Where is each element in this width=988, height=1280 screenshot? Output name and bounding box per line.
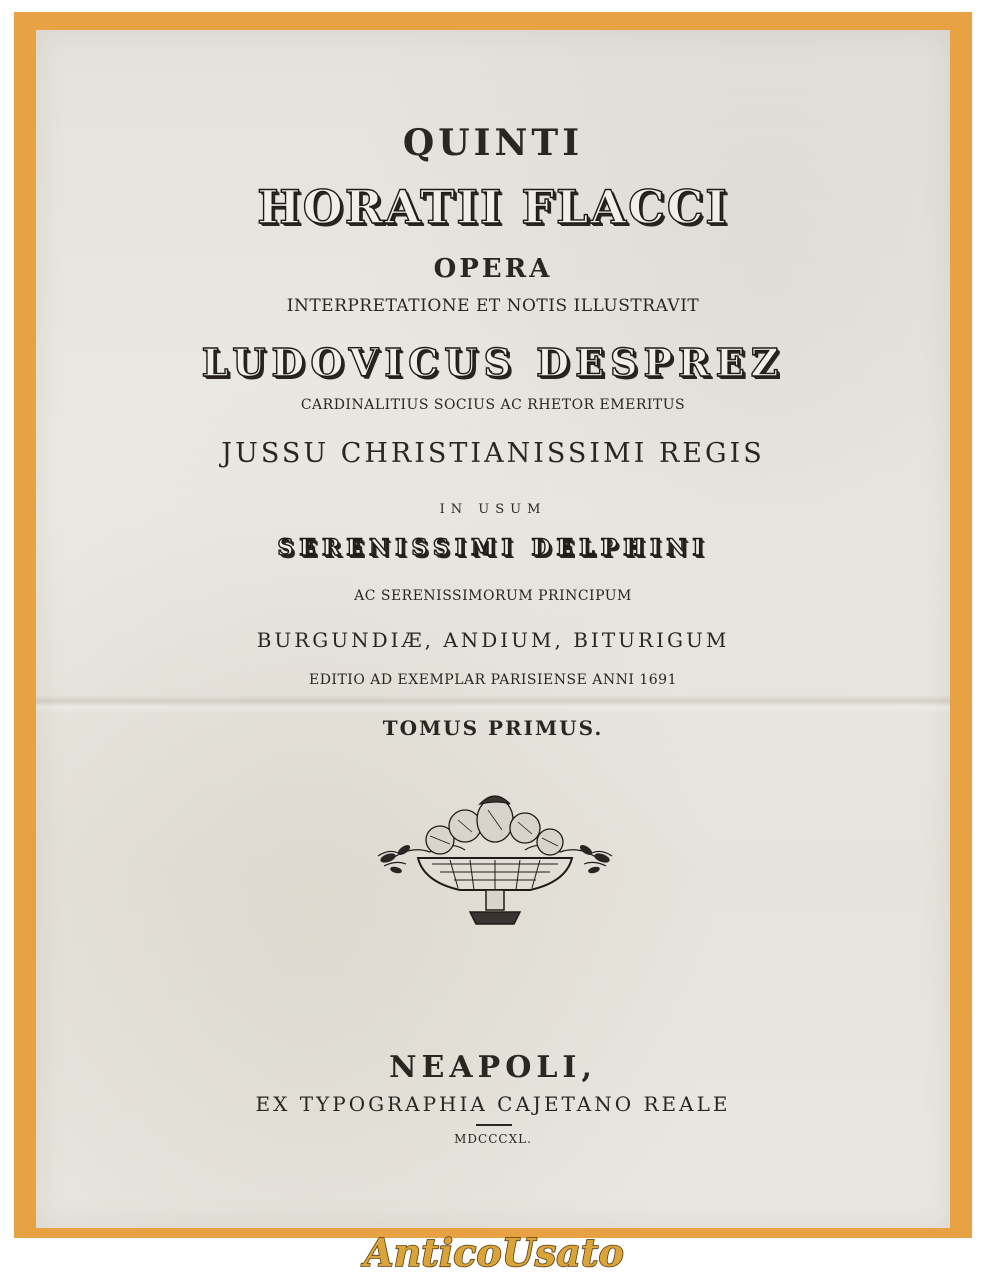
author-title: CARDINALITIUS SOCIUS AC RHETOR EMERITUS	[300, 397, 686, 413]
imprint-date: MDCCCXL.	[454, 1132, 532, 1146]
fruit-basket-vignette	[370, 790, 620, 940]
title-line-quinti: QUINTI	[402, 122, 584, 164]
imprint-city: NEAPOLI,	[389, 1050, 597, 1085]
page-fold-crease	[36, 695, 950, 713]
title-line-horatii-flacci: HORATII FLACCI	[257, 180, 729, 234]
title-line-opera: OPERA	[433, 254, 553, 284]
anticousato-logo-text: AnticoUsato	[364, 1230, 624, 1275]
title-line-ac-serenissimorum: AC SERENISSIMORUM PRINCIPUM	[354, 588, 632, 604]
title-line-interpretatione: INTERPRETATIONE ET NOTIS ILLUSTRAVIT	[286, 296, 700, 316]
author-name: LUDOVICUS DESPREZ	[201, 340, 785, 385]
imprint-printer: EX TYPOGRAPHIA CAJETANO REALE	[255, 1092, 731, 1116]
date-rule-divider	[476, 1124, 512, 1126]
title-line-jussu: JUSSU CHRISTIANISSIMI REGIS	[221, 438, 765, 469]
anticousato-logo	[334, 1226, 654, 1280]
volume-label: TOMUS PRIMUS.	[382, 716, 604, 740]
edition-note: EDITIO AD EXEMPLAR PARISIENSE ANNI 1691	[308, 672, 677, 688]
title-line-burgundiae: BURGUNDIÆ, ANDIUM, BITURIGUM	[256, 628, 730, 652]
title-line-serenissimi: SERENISSIMI DELPHINI	[277, 535, 709, 561]
title-line-in-usum: IN USUM	[439, 502, 547, 517]
